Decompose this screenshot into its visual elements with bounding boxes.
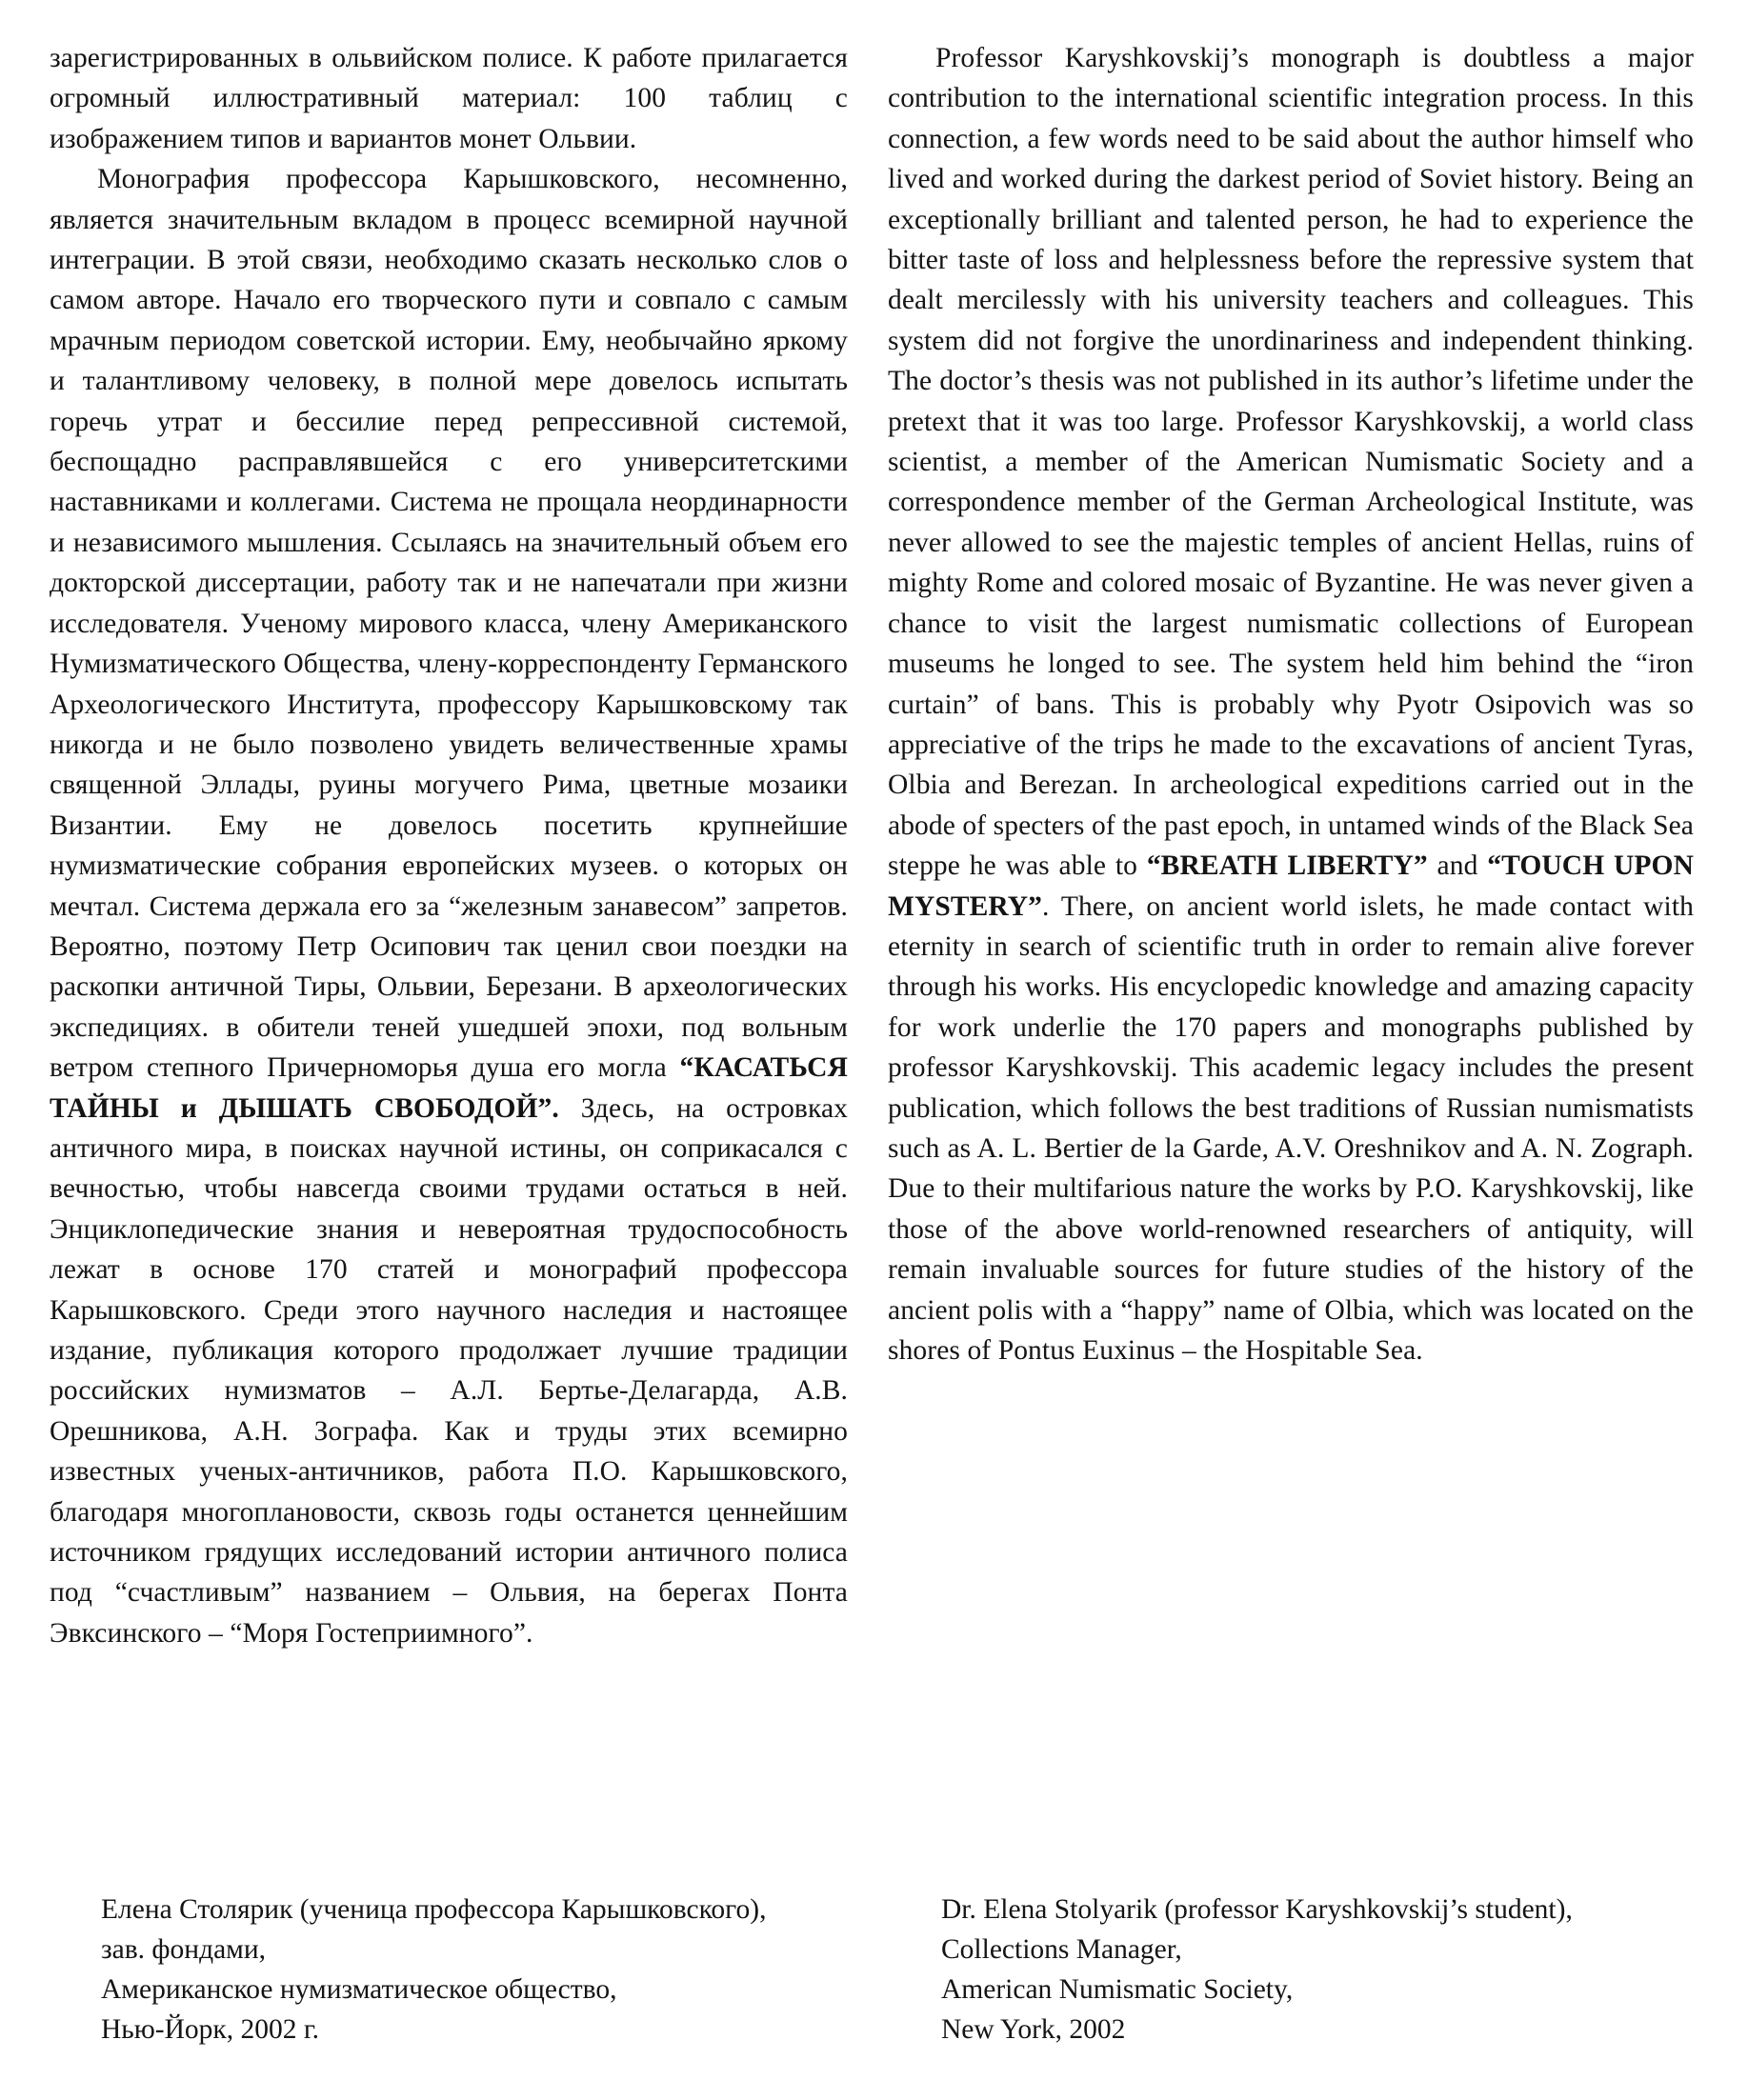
russian-paragraph-2-text-a: Монография профессора Карышковского, несомненно, является значительным вкладом в процесс всемирной научной интеграции. В этой связи, необходимо сказать несколько слов о самом авторе. Начало его творческого пути и совпало с самым мрачным периодом советской истории. Ему, необычайно яркому и талантливому человеку, в полной мере довелось испытать горечь утрат и бессилие перед репрессивной системой, беспощадно расправлявшейся с его университетскими наставниками и коллегами. Система не прощала неординарности и независимого мышления. Ссылаясь на значительный объем его докторской диссертации, работу так и не напечатали при жизни исследователя. Ученому мирового класса, члену Американского Нумизматического Общества, члену-корреспонденту Германского Археологического Института, профессору Карышковскому так никогда и не было позволено увидеть величественные храмы священной Эллады, руины могучего Рима, цветные мозаики Византии. Ему не довелось посетить крупнейшие нумизматические собрания европейских музеев. о которых он мечтал. Система держала его за “железным занавесом” запретов. Вероятно, поэтому Петр Осипович так ценил свои поездки на раскопки античной Тиры, Ольвии, Березани. В археологических экспедициях. в обители теней ушедшей эпохи, под вольным ветром степного Причерноморья душа его могла	[50, 164, 848, 1084]
russian-paragraph-2-text-b: Здесь, на островках античного мира, в поисках научной истины, он соприкасался с вечностью, чтобы навсегда своими трудами остаться в ней. Энциклопедические знания и невероятная трудоспособность лежат в основе 170 статей и монографий профессора Карышковского. Среди этого научного наследия и настоящее издание, публикация которого продолжает лучшие традиции российских нумизматов – А.Л. Бертье-Делагарда, А.В. Орешникова, А.Н. Зографа. Как и труды этих всемирно известных ученых-античников, работа П.О. Карышковского, благодаря многоплановости, сквозь годы останется ценнейшим источником грядущих исследований истории античного полиса под “счастливым” названием – Ольвия, на берегах Понта Эвксинского – “Моря Гостеприимного”.	[50, 1092, 848, 1649]
russian-paragraph-2	[50, 159, 848, 1653]
russian-bold-quote: “КАСАТЬСЯ ТАЙНЫ и ДЫШАТЬ СВОБОДОЙ”.	[50, 1052, 848, 1124]
signature-ru-organization: Американское нумизматическое общество,	[101, 1974, 617, 2005]
english-paragraph-1-text-a: Professor Karyshkovskij’s monograph is doubtless a major contribution to the international scientific integration process. In this connection, a few words need to be said about the author himself who lived and worked during the darkest period of Soviet history. Being an exceptionally brilliant and talented person, he had to experience the bitter taste of loss and helplessness before the repressive system that dealt mercilessly with his university teachers and colleagues. This system did not forgive the unordinariness and independent thinking. The doctor’s thesis was not published in its author’s lifetime under the pretext that it was too large. Professor Karyshkovskij, a world class scientist, a member of the American Numismatic Society and a correspondence member of the German Archeological Institute, was never allowed to see the majestic temples of ancient Hellas, ruins of mighty Rome and colored mosaic of Byzantine. He was never given a chance to visit the largest numismatic collections of European museums he longed to see. The system held him behind the “iron curtain” of bans. This is probably why Pyotr Osipovich was so appreciative of the trips he made to the excavations of ancient Tyras, Olbia and Berezan. In archeological expeditions carried out in the abode of specters of the past epoch, in untamed winds of the Black Sea steppe he was able to	[888, 43, 1694, 882]
signature-ru-name: Елена Столярик (ученица профессора Карышковского),	[101, 1894, 767, 1925]
signature-en-name: Dr. Elena Stolyarik (professor Karyshkovskij’s student),	[941, 1894, 1573, 1925]
signature-en-organization: American Numismatic Society,	[941, 1974, 1294, 2005]
signature-en-position: Collections Manager,	[941, 1934, 1182, 1965]
english-bold-quote-2: “TOUCH UPON MYSTERY”	[888, 850, 1695, 922]
signature-russian	[101, 1890, 863, 2050]
english-bold-quote-1: “BREATH LIBERTY”	[1146, 850, 1428, 882]
english-and-word: and	[1427, 850, 1488, 882]
signature-ru-position: зав. фондами,	[101, 1934, 267, 1965]
signature-english	[941, 1890, 1703, 2050]
english-paragraph-1-text-b: . There, on ancient world islets, he made contact with eternity in search of scientific truth in order to remain alive forever through his works. His encyclopedic knowledge and amazing capacity for work underlie the 170 papers and monographs published by professor Karyshkovskij. This academic legacy includes the present publication, which follows the best traditions of Russian numismatists such as A. L. Bertier de la Garde, A.V. Oreshnikov and A. N. Zograph. Due to their multifarious nature the works by P.O. Karyshkovskij, like those of the above world-renowned researchers of antiquity, will remain invaluable sources for future studies of the history of the ancient polis with a “happy” name of Olbia, which was located on the shores of Pontus Euxinus – the Hospitable Sea.	[888, 890, 1694, 1366]
english-column	[888, 38, 1694, 1370]
russian-paragraph-1: зарегистрированных в ольвийском полисе. К работе прилагается огромный иллюстративный материал: 100 таблиц с изображением типов и вариантов монет Ольвии.	[50, 43, 848, 154]
signature-en-place-date: New York, 2002	[941, 2014, 1126, 2045]
signature-ru-place-date: Нью-Йорк, 2002 г.	[101, 2014, 320, 2045]
russian-column	[50, 38, 848, 1653]
english-paragraph-1	[888, 38, 1694, 1370]
